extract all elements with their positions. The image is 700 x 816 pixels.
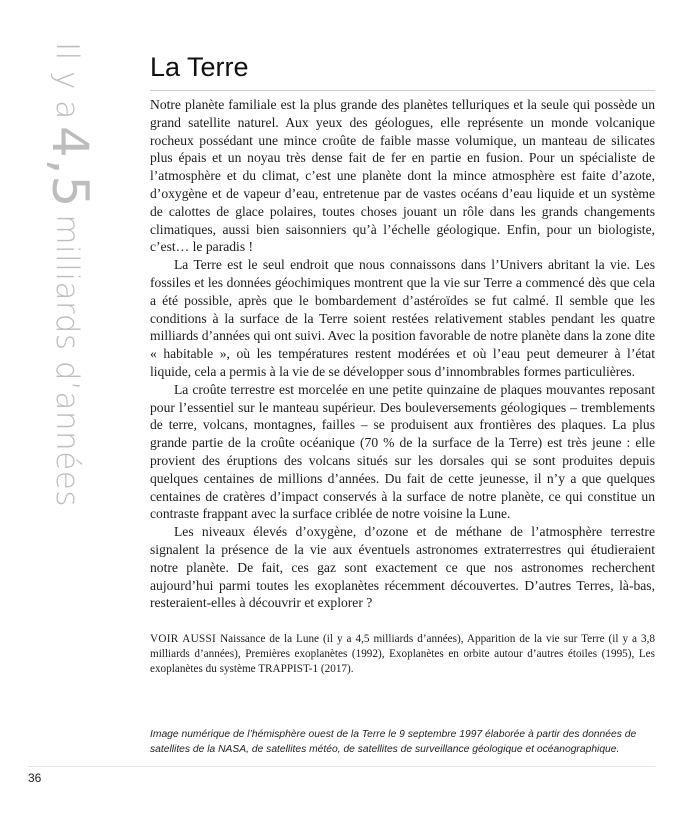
side-title-suffix: milliards d’années <box>49 214 85 507</box>
paragraph-1: Notre planète familiale est la plus grande des planètes telluriques et la seule qui possède un grand satellite naturel. Aux yeux des géologues, elle représente un monde volcanique rocheux possédant une mince croûte de faible masse volumique, un manteau de silicates plus épais et un noyau très dense fait de fer en partie en fusion. Pour un spécialiste de l’atmosphère et du climat, c’est une planète dont la mince atmosphère est faite d’azote, d’oxygène et de vapeur d’eau, entretenue par de vastes océans d’eau liquide et un système de calottes de glace polaires, toutes choses jouant un rôle dans les grands changements climatiques, aussi bien saisonniers qu’à l’échelle géologique. Enfin, pour un biologiste, c’est… le paradis ! <box>150 97 655 255</box>
title-divider <box>150 90 655 91</box>
paragraph-4: Les niveaux élevés d’oxygène, d’ozone et de méthane de l’atmosphère terrestre signalent la présence de la vie aux éventuels astronomes extraterrestres qui étudieraient notre planète. De fait, ces gaz sont exactement ce que nos astronomes recherchent aujourd’hui parmi toutes les exoplanètes récemment découvertes. D’autres Terres, là-bas, resteraient-elles à découvrir et explorer ? <box>150 524 655 611</box>
page-title: La Terre <box>150 52 249 82</box>
paragraph-2: La Terre est le seul endroit que nous connaissons dans l’Univers abritant la vie. Les fossiles et les données géochimiques montrent que la vie sur Terre a commencé dès que cela a été possible, après que le bombardement d’astéroïdes se fut calmé. Il semble que les conditions à la surface de la Terre soient restées relativement stables pendant les quatre milliards d’années qui ont suivi. Avec la position favorable de notre planète dans la zone dite « habitable », où les températures restent modérées et où l’eau peut demeurer à l’état liquide, cela a permis à la vie de se développer sous d’innombrables formes particulières. <box>150 257 655 379</box>
footer-divider <box>28 766 655 767</box>
see-also-section <box>150 632 655 678</box>
see-also-label: VOIR AUSSI <box>150 633 217 645</box>
paragraph-3: La croûte terrestre est morcelée en une petite quinzaine de plaques mouvantes reposant pour l’essentiel sur le manteau supérieur. Des bouleversements géologiques – tremblements de terre, volcans, montagnes, failles – se produisent aux frontières des plaques. La plus grande partie de la croûte océanique (70 % de la surface de la Terre) est très jeune : elle provient des éruptions des volcans situés sur les dorsales qui se sont produites depuis quelques centaines de millions d’années. Du fait de cette jeunesse, il n’y a que quelques centaines de cratères d’impact conservés à la surface de notre planète, ce qui constitue un contraste frappant avec la surface criblée de notre voisine la Lune. <box>150 381 655 522</box>
see-also-text: Naissance de la Lune (il y a 4,5 milliards d’années), Apparition de la vie sur Terre (il y a 3,8 milliards d’années), Premières exoplanètes (1992), Exoplanètes en orbite autour d’autres étoiles (1995), Les exoplanètes du système TRAPPIST-1 (2017). <box>150 633 656 676</box>
side-title-prefix: Il y a <box>49 42 85 120</box>
side-title-number: 4,5 <box>41 125 99 209</box>
side-title-vertical <box>41 42 99 602</box>
article-body <box>150 96 655 612</box>
page-number: 36 <box>28 771 42 785</box>
image-caption: Image numérique de l’hémisphère ouest de la Terre le 9 septembre 1997 élaborée à partir des données de satellites de la NASA, de satellites météo, de satellites de surveillance géologique et océanographique. <box>150 729 637 755</box>
